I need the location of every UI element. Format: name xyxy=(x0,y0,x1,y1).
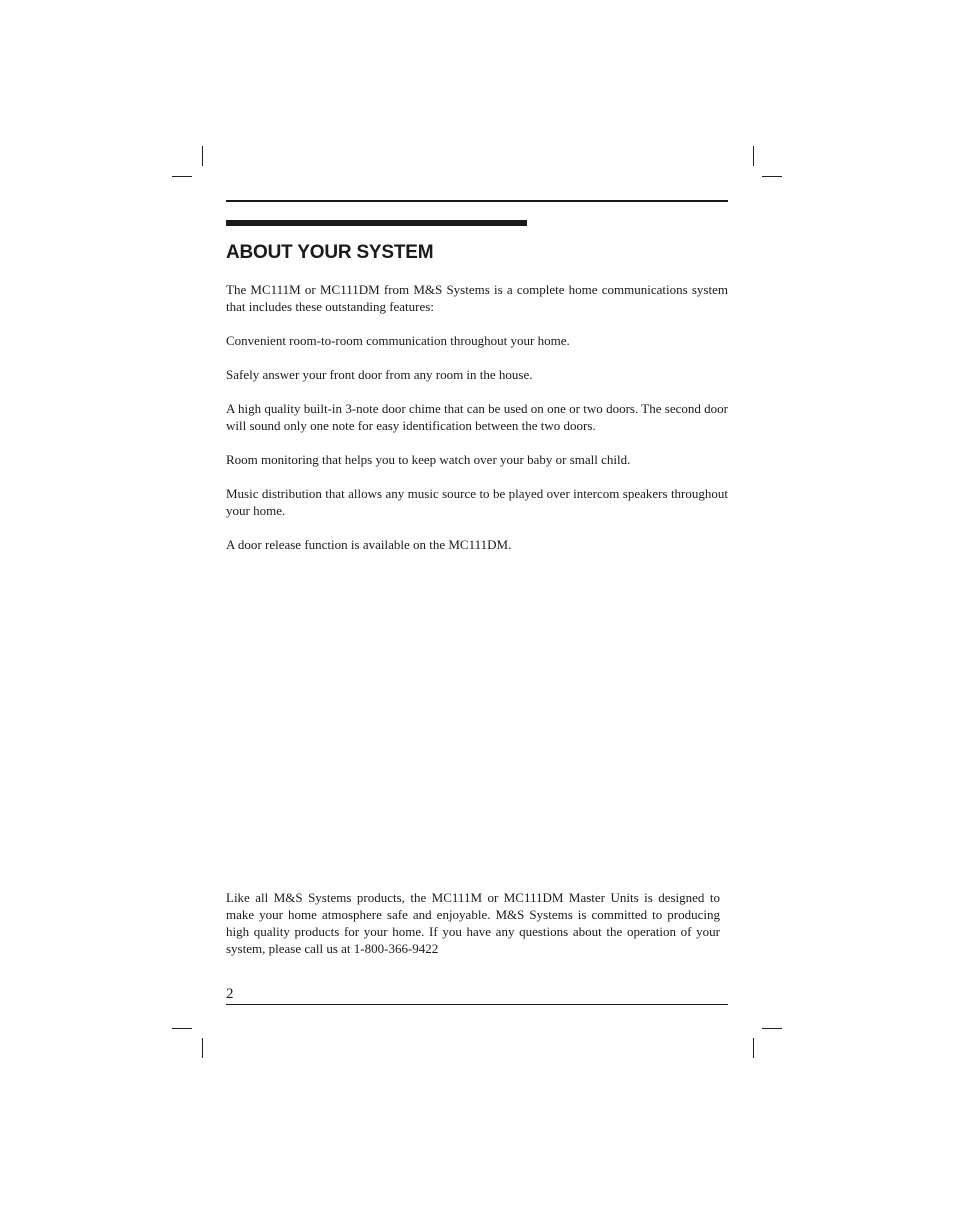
header-accent-bar xyxy=(226,220,527,226)
feature-front-door: Safely answer your front door from any room in the house. xyxy=(226,367,533,382)
crop-mark-top-left-vertical xyxy=(202,146,203,166)
page-heading: ABOUT YOUR SYSTEM xyxy=(226,242,434,263)
feature-door-release: A door release function is available on the MC111DM. xyxy=(226,537,512,552)
crop-mark-bottom-left-vertical xyxy=(202,1038,203,1058)
feature-room-communication: Convenient room-to-room communication throughout your home. xyxy=(226,333,570,348)
feature-list xyxy=(226,281,728,570)
crop-mark-top-left-horizontal xyxy=(172,176,192,177)
page-number: 2 xyxy=(226,986,234,1002)
crop-mark-top-right-vertical xyxy=(753,146,754,166)
feature-room-monitoring: Room monitoring that helps you to keep watch over your baby or small child. xyxy=(226,452,631,467)
feature-door-chime: A high quality built-in 3-note door chime that can be used on one or two doors. The second door will sound only one note for easy identification between the two doors. xyxy=(226,401,728,433)
crop-mark-bottom-left-horizontal xyxy=(172,1028,192,1029)
footer-rule xyxy=(226,1004,728,1005)
crop-mark-top-right-horizontal xyxy=(762,176,782,177)
crop-mark-bottom-right-horizontal xyxy=(762,1028,782,1029)
crop-mark-bottom-right-vertical xyxy=(753,1038,754,1058)
closing-paragraph: Like all M&S Systems products, the MC111M or MC111DM Master Units is designed to make your home atmosphere safe and enjoyable. M&S Systems is committed to producing high quality products for your home. If you have any questions about the operation of your system, please call us at 1-800-366-9422 xyxy=(226,890,720,956)
header-rule xyxy=(226,200,728,202)
intro-paragraph: The MC111M or MC111DM from M&S Systems is a complete home communications system that includes these outstanding features: xyxy=(226,282,728,314)
feature-music-distribution: Music distribution that allows any music source to be played over intercom speakers throughout your home. xyxy=(226,486,728,518)
